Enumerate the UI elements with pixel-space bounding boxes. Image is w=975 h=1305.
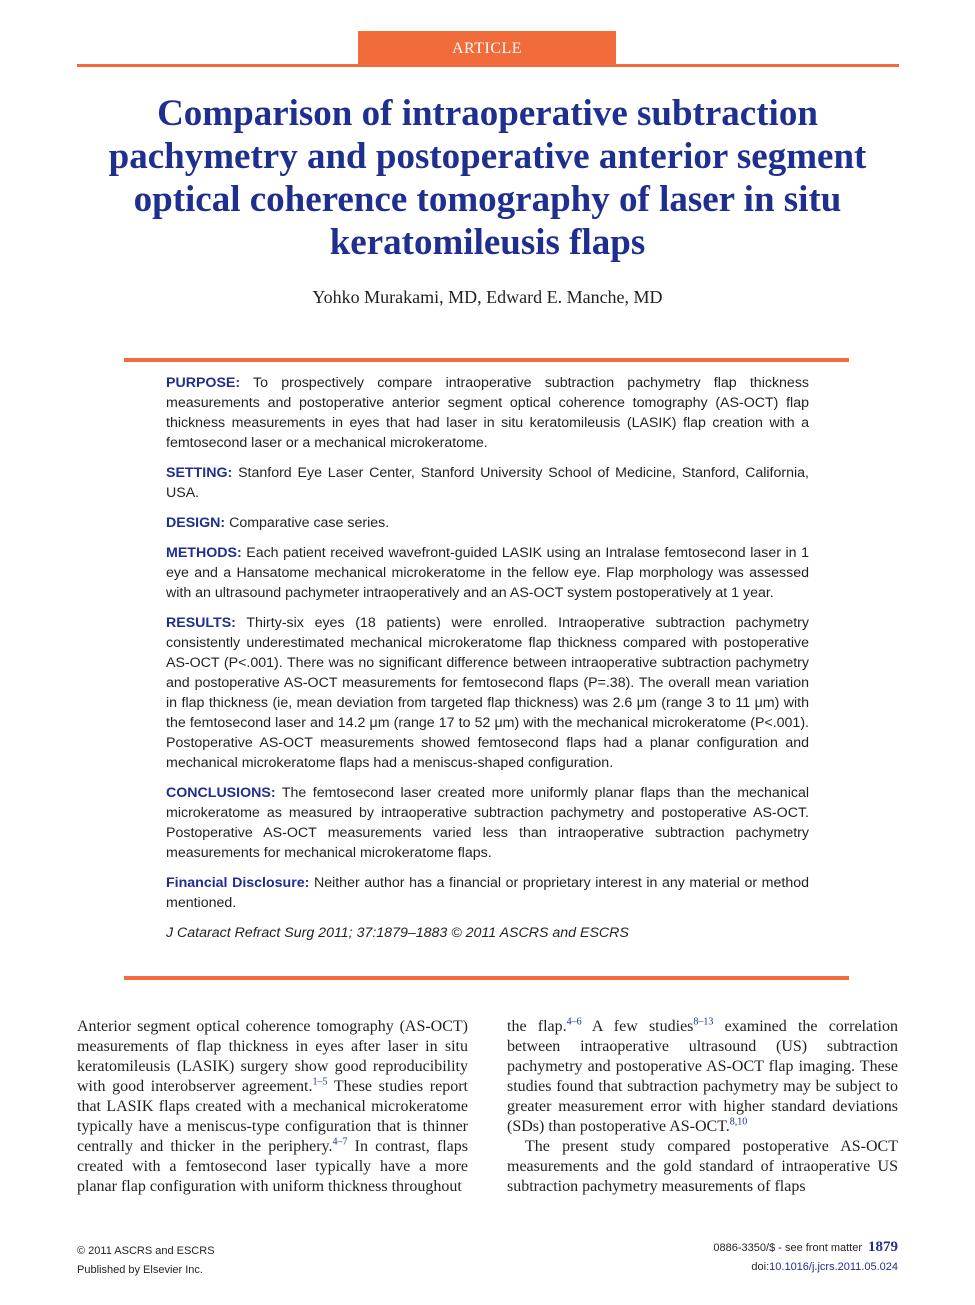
header-divider [77, 64, 899, 67]
design-label: DESIGN: [166, 515, 226, 531]
body-text: examined the correlation between intraoperative ultrasound (US) subtraction pachymetry and postoperative AS-OCT flap imaging. These studies found that subtraction pachymetry may be subject to greater measurement error with higher standard deviations (SDs) than postoperative AS-OCT. [507, 1018, 898, 1135]
body-text: A few studies [581, 1018, 694, 1035]
results-label: RESULTS: [166, 615, 236, 631]
doi-line [713, 1258, 898, 1277]
reference-link[interactable]: 1–5 [312, 1076, 328, 1088]
reference-link[interactable]: 4–6 [566, 1016, 582, 1028]
abstract-disclosure [166, 873, 809, 913]
issn-line [713, 1238, 898, 1258]
disclosure-text: Neither author has a financial or proprietary interest in any material or method mentioned. [166, 875, 809, 911]
body-text: the flap. [507, 1018, 567, 1035]
reference-link[interactable]: 4–7 [332, 1136, 348, 1148]
page-number: 1879 [868, 1239, 898, 1255]
intro-paragraph-1 [77, 1017, 468, 1197]
body-text: Anterior segment optical coherence tomography (AS-OCT) measurements of flap thickness in eyes after laser in situ keratomileusis (LASIK) surgery show good reproducibility with good interobserver agreement. [77, 1018, 468, 1095]
design-text: Comparative case series. [229, 515, 390, 531]
setting-label: SETTING: [166, 465, 233, 481]
methods-text: Each patient received wavefront-guided LASIK using an Intralase femtosecond laser in 1 eye and a Hansatome mechanical microkeratome in the fellow eye. Flap morphology was assessed with an ultrasound pachymeter intraoperatively and an AS-OCT system postoperatively at 1 year. [166, 545, 809, 601]
setting-text: Stanford Eye Laser Center, Stanford University School of Medicine, Stanford, California, USA. [166, 465, 809, 501]
doi-prefix: doi: [751, 1261, 770, 1273]
abstract-bottom-divider [124, 976, 849, 980]
doi-link[interactable]: 10.1016/j.jcrs.2011.05.024 [769, 1261, 898, 1273]
abstract-purpose [166, 373, 809, 453]
conclusions-label: CONCLUSIONS: [166, 785, 276, 801]
conclusions-text: The femtosecond laser created more uniformly planar flaps than the mechanical microkeratome as measured by intraoperative subtraction pachymetry and postoperative AS-OCT. Postoperative AS-OCT measurements varied less than intraoperative subtraction pachymetry measurements for mechanical microkeratome flaps. [166, 785, 809, 861]
body-text: In contrast, flaps created with a femtosecond laser typically have a more planar flap configuration with uniform thickness throughout [77, 1138, 469, 1195]
disclosure-label: Financial Disclosure: [166, 875, 310, 891]
results-text: Thirty-six eyes (18 patients) were enrolled. Intraoperative subtraction pachymetry consistently underestimated mechanical microkeratome flap thickness compared with postoperative AS-OCT (P<.001). There was no significant difference between intraoperative subtraction pachymetry and postoperative AS-OCT measurements for femtosecond flaps (P=.38). The overall mean variation in flap thickness (ie, mean deviation from targeted flap thickness) was 2.6 μm (range 3 to 11 μm) with the femtosecond laser and 14.2 μm (range 17 to 52 μm) with the mechanical microkeratome (P<.001). Postoperative AS-OCT measurements showed femtosecond flaps had a planar configuration and mechanical microkeratome flaps had a meniscus-shaped configuration. [166, 615, 809, 771]
methods-label: METHODS: [166, 545, 242, 561]
reference-link[interactable]: 8–13 [693, 1016, 714, 1028]
body-column-left [77, 1017, 468, 1197]
abstract-top-divider [124, 358, 849, 362]
intro-paragraph-1-cont [507, 1017, 898, 1137]
purpose-label: PURPOSE: [166, 375, 241, 391]
purpose-text: To prospectively compare intraoperative subtraction pachymetry flap thickness measurements and postoperative anterior segment optical coherence tomography (AS-OCT) flap thickness measurements in eyes that had laser in situ keratomileusis (LASIK) flap creation with a femtosecond laser or a mechanical microkeratome. [166, 375, 810, 451]
journal-citation: J Cataract Refract Surg 2011; 37:1879–1883 © 2011 ASCRS and ESCRS [166, 925, 629, 941]
article-title: Comparison of intraoperative subtraction pachymetry and postoperative anterior segment optical coherence tomography of laser in situ keratomileusis flaps [108, 93, 867, 263]
intro-paragraph-2: The present study compared postoperative AS-OCT measurements and the gold standard of intraoperative US subtraction pachymetry measurements of flaps [507, 1138, 898, 1195]
abstract-design [166, 513, 809, 533]
publisher: Published by Elsevier Inc. [77, 1264, 203, 1276]
abstract-results [166, 613, 809, 773]
abstract [166, 373, 809, 953]
abstract-conclusions [166, 783, 809, 863]
footer-right [713, 1238, 898, 1277]
abstract-setting [166, 463, 809, 503]
copyright: © 2011 ASCRS and ESCRS [77, 1245, 215, 1257]
abstract-methods [166, 543, 809, 603]
section-tab: ARTICLE [358, 31, 616, 65]
reference-link[interactable]: 8,10 [729, 1116, 748, 1128]
author-list: Yohko Murakami, MD, Edward E. Manche, MD [312, 287, 663, 307]
footer-left [77, 1242, 215, 1280]
body-column-right [507, 1017, 898, 1197]
body-text: These studies report that LASIK flaps created with a mechanical microkeratome typically have a meniscus-type configuration that is thinner centrally and thicker in the periphery. [77, 1078, 468, 1155]
issn: 0886-3350/$ - see front matter [713, 1242, 862, 1254]
